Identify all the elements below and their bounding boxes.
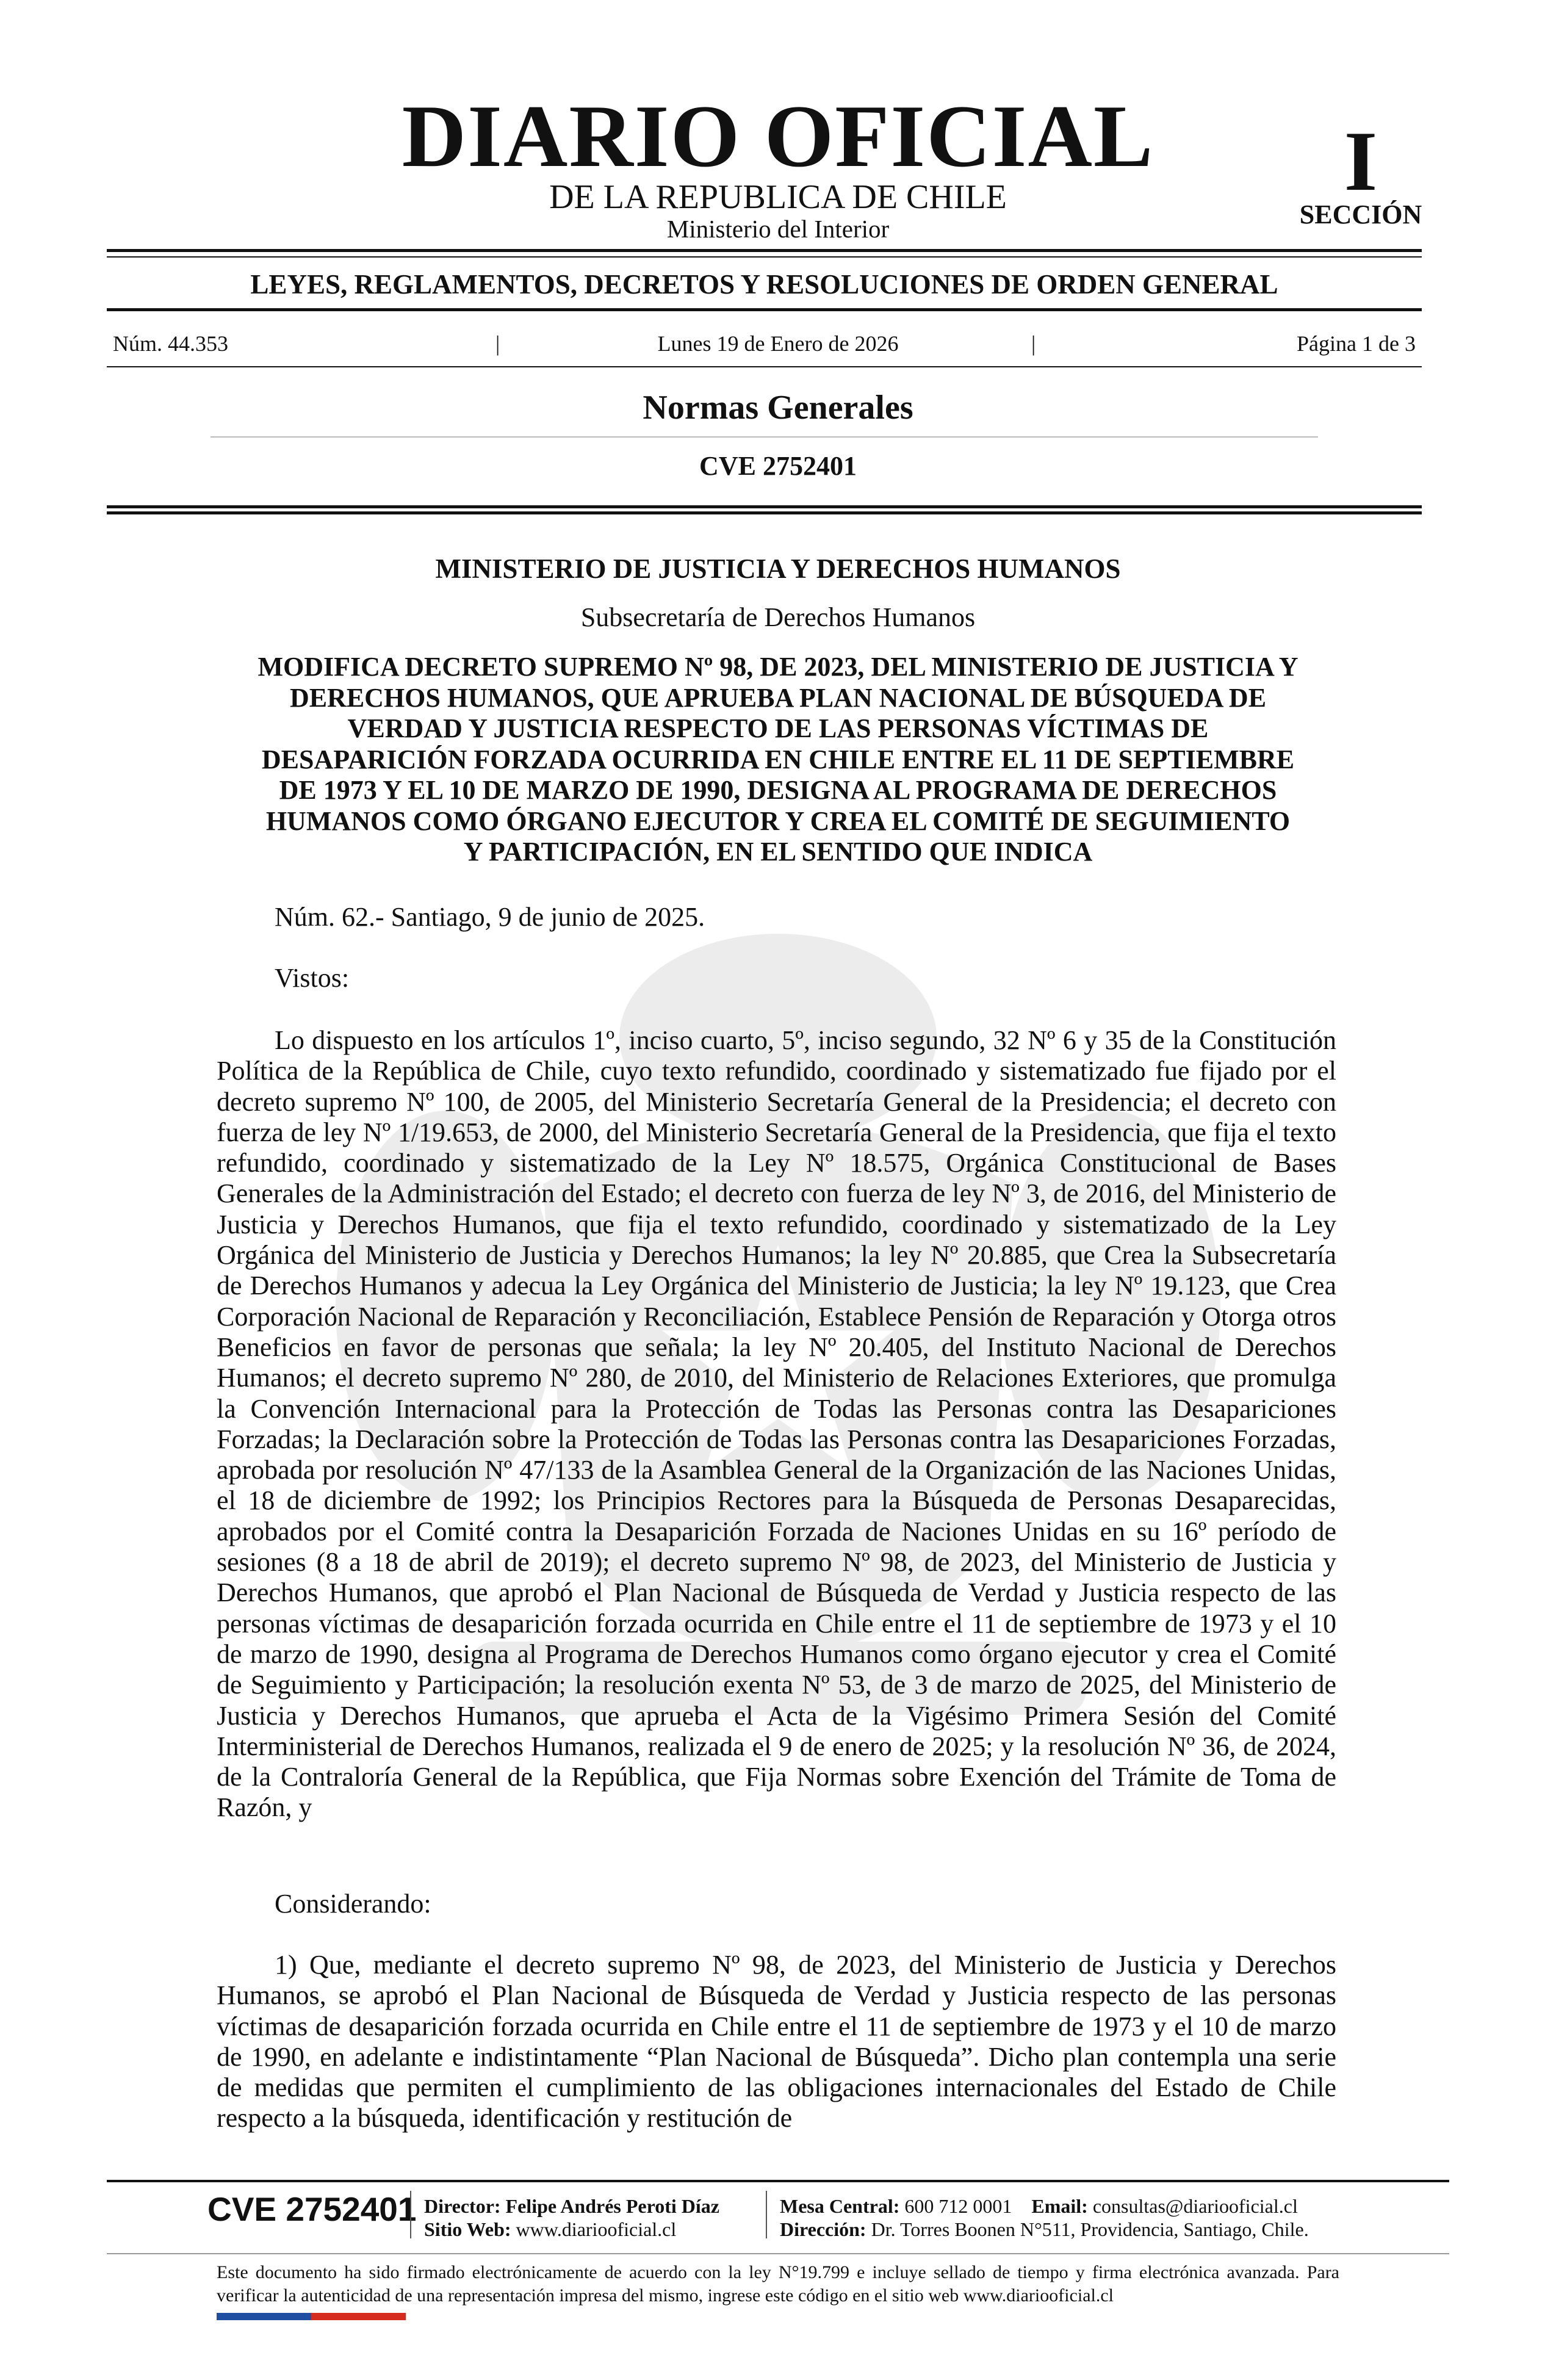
- considerando-paragraph-1: 1) Que, mediante el decreto supremo Nº 98, de 2023, del Ministerio de Justicia y Derechos Humanos, se aprobó el Plan Nacional de Búsqueda de Verdad y Justicia respecto de las personas víctimas de desaparición forzada ocurrida en Chile entre el 11 de septiembre de 1973 y el 10 de marzo de 1990, en adelante e indistintamente “Plan Nacional de Búsqueda”. Dicho plan contempla una serie de medidas que permiten el cumplimiento de las obligaciones internacionales del Estado de Chile respecto a la búsqueda, identificación y restitución de: [217, 1950, 1336, 2133]
- website-link[interactable]: www.diariooficial.cl: [516, 2218, 677, 2240]
- address-value: Dr. Torres Boonen N°511, Providencia, Santiago, Chile.: [871, 2218, 1309, 2240]
- footer-rule: [107, 2180, 1449, 2182]
- phone-label: Mesa Central:: [780, 2195, 900, 2217]
- document-title: [183, 652, 1373, 868]
- decree-number-line: Núm. 62.- Santiago, 9 de junio de 2025.: [275, 902, 705, 932]
- section-label: SECCIÓN: [1299, 200, 1422, 229]
- document-title-line: VERDAD Y JUSTICIA RESPECTO DE LAS PERSONAS VÍCTIMAS DE: [347, 713, 1209, 743]
- director-name: Felipe Andrés Peroti Díaz: [505, 2195, 719, 2217]
- footer-separator-2: [766, 2191, 767, 2238]
- vistos-label: Vistos:: [275, 963, 350, 993]
- section-heading: Normas Generales: [643, 389, 913, 427]
- flag-bar-red: [311, 2313, 406, 2320]
- document-title-line: DE 1973 Y EL 10 DE MARZO DE 1990, DESIGNA AL PROGRAMA DE DERECHOS: [279, 775, 1277, 805]
- document-ministry: MINISTERIO DE JUSTICIA Y DERECHOS HUMANOS: [435, 554, 1121, 584]
- footer-separator-1: [410, 2191, 411, 2238]
- document-title-line: DESAPARICIÓN FORZADA OCURRIDA EN CHILE ENTRE EL 11 DE SEPTIEMBRE: [261, 744, 1295, 774]
- cve-rule-2: [107, 511, 1422, 514]
- masthead-rule-top-thin: [107, 256, 1422, 258]
- masthead-rule-top: [107, 249, 1422, 252]
- footer-legal-notice: Este documento ha sido firmado electrónicamente de acuerdo con la ley N°19.799 e incluye sellado de tiempo y firma electrónica avanzada. Para verificar la autenticidad de una representación impresa del mismo, ingrese este código en el sitio web www.diariooficial.cl: [217, 2262, 1339, 2306]
- issue-date: Lunes 19 de Enero de 2026: [657, 331, 899, 356]
- masthead-subtitle: DE LA REPUBLICA DE CHILE: [549, 178, 1007, 216]
- issue-rule: [107, 366, 1422, 367]
- masthead-title: DIARIO OFICIAL: [402, 87, 1154, 186]
- director-label: Director:: [424, 2195, 501, 2217]
- masthead-ministry: Ministerio del Interior: [666, 215, 890, 243]
- vistos-paragraph: Lo dispuesto en los artículos 1º, inciso cuarto, 5º, inciso segundo, 32 Nº 6 y 35 de la Constitución Política de la República de Chile, cuyo texto refundido, coordinado y sistematizado fue fijado por el decreto supremo Nº 100, de 2005, del Ministerio Secretaría General de la Presidencia; el decreto con fuerza de ley Nº 1/19.653, de 2000, del Ministerio Secretaría General de la Presidencia, que fija el texto refundido, coordinado y sistematizado de la Ley Nº 18.575, Orgánica Constitucional de Bases Generales de la Administración del Estado; el decreto con fuerza de ley Nº 3, de 2016, del Ministerio de Justicia y Derechos Humanos, que fija el texto refundido, coordinado y sistematizado de la Ley Orgánica del Ministerio de Justicia y Derechos Humanos; la ley Nº 20.885, que Crea la Subsecretaría de Derechos Humanos y adecua la Ley Orgánica del Ministerio de Justicia; la ley Nº 19.123, que Crea Corporación Nacional de Reparación y Reconciliación, Establece Pensión de Reparación y Otorga otros Beneficios en favor de personas que señala; la ley Nº 20.405, del Instituto Nacional de Derechos Humanos; el decreto supremo Nº 280, de 2010, del Ministerio de Relaciones Exteriores, que promulga la Convención Internacional para la Protección de Todas las Personas contra las Desapariciones Forzadas; la Declaración sobre la Protección de Todas las Personas contra las Desapariciones Forzadas, aprobada por resolución Nº 47/133 de la Asamblea General de la Organización de las Naciones Unidas, el 18 de diciembre de 1992; los Principios Rectores para la Búsqueda de Personas Desaparecidas, aprobados por el Comité contra la Desaparición Forzada de Naciones Unidas en su 16º período de sesiones (8 a 18 de abril de 2019); el decreto supremo Nº 98, de 2023, del Ministerio de Justicia y Derechos Humanos, que aprobó el Plan Nacional de Búsqueda de Verdad y Justicia respecto de las personas víctimas de desaparición forzada ocurrida en Chile entre el 11 de septiembre de 1973 y el 10 de marzo de 1990, designa al Programa de Derechos Humanos como órgano ejecutor y crea el Comité de Seguimiento y Participación; la resolución exenta Nº 53, de 3 de marzo de 2025, del Ministerio de Justicia y Derechos Humanos, que aprueba el Acta de la Vigésimo Primera Sesión del Comité Interministerial de Derechos Humanos, realizada el 9 de enero de 2025; y la resolución Nº 36, de 2024, de la Contraloría General de la República, que Fija Normas sobre Exención del Trámite de Toma de Razón, y: [217, 1025, 1336, 1823]
- cve-rule-1: [107, 505, 1422, 508]
- document-subsecretary: Subsecretaría de Derechos Humanos: [580, 602, 976, 632]
- email-link[interactable]: consultas@diariooficial.cl: [1092, 2195, 1298, 2217]
- footer-director-block: [424, 2194, 719, 2241]
- issue-separator-1: |: [495, 331, 500, 356]
- footer-contact-block: [780, 2194, 1309, 2241]
- section-number: I: [1344, 114, 1378, 209]
- document-title-line: MODIFICA DECRETO SUPREMO Nº 98, DE 2023, DEL MINISTERIO DE JUSTICIA Y: [258, 652, 1298, 682]
- footer-rule-thin: [107, 2253, 1449, 2254]
- flag-bar-blue: [217, 2313, 311, 2320]
- address-label: Dirección:: [780, 2218, 866, 2240]
- issue-number: Núm. 44.353: [113, 331, 228, 356]
- website-label: Sitio Web:: [424, 2218, 511, 2240]
- considerando-label: Considerando:: [275, 1889, 431, 1919]
- email-label: Email:: [1031, 2195, 1088, 2217]
- cve-code: CVE 2752401: [699, 451, 857, 481]
- issue-page: Página 1 de 3: [1297, 331, 1416, 356]
- footer-cve-code: CVE 2752401: [207, 2190, 417, 2228]
- phone-value: 600 712 0001: [904, 2195, 1012, 2217]
- headline-rule: [107, 308, 1422, 311]
- issue-separator-2: |: [1031, 331, 1036, 356]
- headline: LEYES, REGLAMENTOS, DECRETOS Y RESOLUCIONES DE ORDEN GENERAL: [250, 269, 1278, 300]
- document-title-line: DERECHOS HUMANOS, QUE APRUEBA PLAN NACIONAL DE BÚSQUEDA DE: [289, 682, 1267, 713]
- section-heading-rule: [211, 436, 1318, 438]
- document-title-line: Y PARTICIPACIÓN, EN EL SENTIDO QUE INDICA: [463, 837, 1093, 867]
- document-title-line: HUMANOS COMO ÓRGANO EJECUTOR Y CREA EL COMITÉ DE SEGUIMIENTO: [265, 806, 1291, 836]
